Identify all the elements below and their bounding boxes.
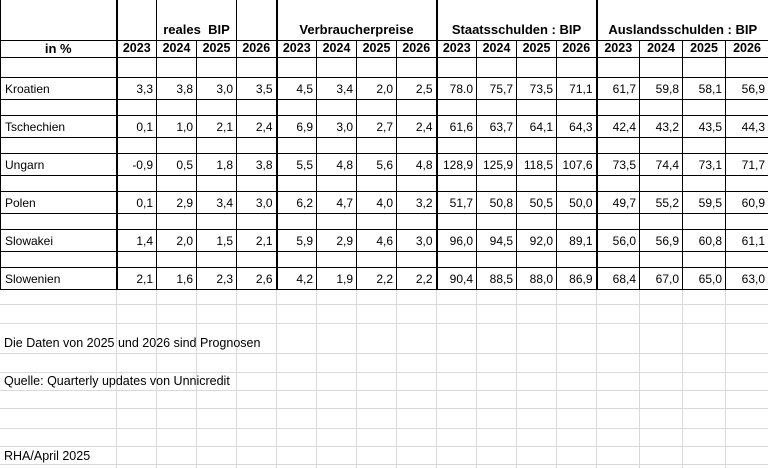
value-cell[interactable]: 2,3	[197, 267, 237, 289]
value-cell[interactable]: 58,1	[683, 77, 726, 99]
gridline	[0, 390, 768, 391]
empty-cell[interactable]	[477, 137, 517, 153]
value-cell[interactable]: 118,5	[517, 153, 557, 175]
value-cell[interactable]: 88,0	[517, 267, 557, 289]
group-header-verbraucherpreise[interactable]: Verbraucherpreise	[277, 0, 437, 40]
value-cell[interactable]: 2,1	[117, 267, 157, 289]
value-cell[interactable]: 4,8	[397, 153, 437, 175]
value-cell[interactable]: 4,6	[357, 229, 397, 251]
gridline	[0, 464, 768, 465]
empty-cell[interactable]	[197, 57, 237, 77]
gridline	[0, 428, 768, 429]
empty-cell[interactable]	[517, 137, 557, 153]
empty-cell[interactable]	[197, 213, 237, 229]
value-cell[interactable]: 73,1	[683, 153, 726, 175]
country-cell[interactable]: Tschechien	[1, 115, 117, 137]
corner-blank-cell[interactable]	[1, 0, 117, 40]
group-header-reales-bip[interactable]: reales BIP	[157, 0, 237, 40]
empty-cell[interactable]	[1, 213, 117, 229]
empty-cell[interactable]	[477, 251, 517, 267]
table-body	[1, 57, 768, 289]
note-signature[interactable]: RHA/April 2025	[4, 449, 91, 463]
year-header[interactable]: 2023	[117, 40, 157, 57]
value-cell[interactable]: 6,2	[277, 191, 317, 213]
empty-cell[interactable]	[317, 251, 357, 267]
value-cell[interactable]: 4,0	[357, 191, 397, 213]
value-cell[interactable]: 42,4	[597, 115, 640, 137]
value-cell[interactable]: 3,0	[317, 115, 357, 137]
empty-cell[interactable]	[683, 57, 726, 77]
group-header-staatsschulden[interactable]: Staatsschulden : BIP	[437, 0, 597, 40]
year-header[interactable]: 2026	[726, 40, 768, 57]
empty-cell[interactable]	[317, 137, 357, 153]
country-cell[interactable]: Ungarn	[1, 153, 117, 175]
value-cell[interactable]: 3,8	[237, 153, 277, 175]
value-cell[interactable]: 92,0	[517, 229, 557, 251]
gridline	[436, 289, 437, 468]
empty-cell[interactable]	[117, 175, 157, 191]
value-cell[interactable]: 59,5	[683, 191, 726, 213]
value-cell[interactable]: 2,1	[237, 229, 277, 251]
year-header[interactable]: 2024	[640, 40, 683, 57]
value-cell[interactable]: 2,2	[397, 267, 437, 289]
year-header[interactable]: 2023	[597, 40, 640, 57]
value-cell[interactable]: 3,8	[157, 77, 197, 99]
empty-cell[interactable]	[437, 213, 477, 229]
value-cell[interactable]: 2,9	[157, 191, 197, 213]
year-header-row	[1, 40, 768, 57]
value-cell[interactable]: 3,0	[237, 191, 277, 213]
value-cell[interactable]: 65,0	[683, 267, 726, 289]
empty-cell[interactable]	[557, 57, 597, 77]
empty-cell[interactable]	[397, 175, 437, 191]
value-cell[interactable]: 60,8	[683, 229, 726, 251]
value-cell[interactable]: 5,6	[357, 153, 397, 175]
value-cell[interactable]: 5,9	[277, 229, 317, 251]
year-header[interactable]: 2024	[477, 40, 517, 57]
value-cell[interactable]: 90,4	[437, 267, 477, 289]
empty-cell[interactable]	[317, 175, 357, 191]
country-row	[1, 115, 768, 137]
empty-cell[interactable]	[397, 57, 437, 77]
gridline	[0, 304, 768, 305]
empty-cell[interactable]	[1, 175, 117, 191]
empty-cell[interactable]	[197, 137, 237, 153]
empty-cell[interactable]	[597, 99, 640, 115]
value-cell[interactable]: 5,5	[277, 153, 317, 175]
empty-cell[interactable]	[157, 57, 197, 77]
empty-cell[interactable]	[1, 251, 117, 267]
empty-cell[interactable]	[597, 251, 640, 267]
empty-cell[interactable]	[1, 57, 117, 77]
value-cell[interactable]: 86,9	[557, 267, 597, 289]
gridline	[276, 289, 277, 468]
empty-cell[interactable]	[437, 137, 477, 153]
value-cell[interactable]: 43,5	[683, 115, 726, 137]
empty-cell[interactable]	[357, 251, 397, 267]
country-cell[interactable]: Slowakei	[1, 229, 117, 251]
gridline	[316, 289, 317, 468]
year-header[interactable]: 2026	[557, 40, 597, 57]
empty-cell[interactable]	[237, 57, 277, 77]
empty-cell[interactable]	[726, 251, 768, 267]
value-cell[interactable]: 2,6	[237, 267, 277, 289]
group-header-auslandsschulden[interactable]: Auslandsschulden : BIP	[597, 0, 768, 40]
year-header[interactable]: 2025	[357, 40, 397, 57]
value-cell[interactable]: 3,5	[237, 77, 277, 99]
value-cell[interactable]: 4,7	[317, 191, 357, 213]
value-cell[interactable]: 3,3	[117, 77, 157, 99]
unit-header-cell[interactable]: in %	[1, 40, 117, 57]
empty-cell[interactable]	[197, 175, 237, 191]
value-cell[interactable]: 2,0	[157, 229, 197, 251]
value-cell[interactable]: 0,1	[117, 115, 157, 137]
value-cell[interactable]: 1,9	[317, 267, 357, 289]
gridline	[682, 289, 683, 468]
empty-cell[interactable]	[640, 57, 683, 77]
empty-cell[interactable]	[477, 175, 517, 191]
value-cell[interactable]: 56,9	[640, 229, 683, 251]
year-header[interactable]: 2023	[437, 40, 477, 57]
empty-cell[interactable]	[437, 175, 477, 191]
empty-cell[interactable]	[117, 251, 157, 267]
empty-cell[interactable]	[317, 213, 357, 229]
country-row	[1, 191, 768, 213]
gridline	[0, 372, 768, 373]
value-cell[interactable]: 4,8	[317, 153, 357, 175]
country-row	[1, 77, 768, 99]
year-header[interactable]: 2025	[683, 40, 726, 57]
country-cell[interactable]: Slowenien	[1, 267, 117, 289]
value-cell[interactable]: 1,6	[157, 267, 197, 289]
gridline	[476, 289, 477, 468]
value-cell[interactable]: 4,2	[277, 267, 317, 289]
value-cell[interactable]: 1,5	[197, 229, 237, 251]
empty-cell[interactable]	[157, 175, 197, 191]
value-cell[interactable]: 78.0	[437, 77, 477, 99]
value-cell[interactable]: 50,0	[557, 191, 597, 213]
value-cell[interactable]: 56,9	[726, 77, 768, 99]
empty-cell[interactable]	[726, 213, 768, 229]
empty-cell[interactable]	[397, 137, 437, 153]
value-cell[interactable]: 56,0	[597, 229, 640, 251]
empty-cell[interactable]	[597, 137, 640, 153]
empty-cell[interactable]	[557, 99, 597, 115]
empty-cell[interactable]	[683, 213, 726, 229]
spacer-row	[1, 251, 768, 267]
value-cell[interactable]: 128,9	[437, 153, 477, 175]
empty-cell[interactable]	[517, 213, 557, 229]
value-cell[interactable]: 73,5	[597, 153, 640, 175]
empty-cell[interactable]	[397, 99, 437, 115]
empty-cell[interactable]	[157, 213, 197, 229]
value-cell[interactable]: 75,7	[477, 77, 517, 99]
value-cell[interactable]: 89,1	[557, 229, 597, 251]
value-cell[interactable]: 55,2	[640, 191, 683, 213]
gridline	[516, 289, 517, 468]
value-cell[interactable]: 49,7	[597, 191, 640, 213]
country-row	[1, 229, 768, 251]
empty-cell[interactable]	[237, 251, 277, 267]
year-header[interactable]: 2026	[397, 40, 437, 57]
value-cell[interactable]: 3,0	[197, 77, 237, 99]
empty-cell[interactable]	[397, 213, 437, 229]
empty-cell[interactable]	[477, 57, 517, 77]
gridline	[725, 289, 726, 468]
empty-cell[interactable]	[1, 137, 117, 153]
value-cell[interactable]: 51,7	[437, 191, 477, 213]
value-cell[interactable]: 0,5	[157, 153, 197, 175]
value-cell[interactable]: 2,4	[237, 115, 277, 137]
value-cell[interactable]: 3,0	[397, 229, 437, 251]
value-cell[interactable]: 2,9	[317, 229, 357, 251]
year-header[interactable]: 2024	[317, 40, 357, 57]
value-cell[interactable]: 64,3	[557, 115, 597, 137]
empty-cell[interactable]	[683, 99, 726, 115]
empty-cell[interactable]	[237, 213, 277, 229]
empty-cell[interactable]	[117, 137, 157, 153]
empty-cell[interactable]	[357, 175, 397, 191]
empty-cell[interactable]	[117, 213, 157, 229]
year-header[interactable]: 2025	[197, 40, 237, 57]
empty-cell[interactable]	[726, 57, 768, 77]
empty-cell[interactable]	[726, 137, 768, 153]
empty-cell[interactable]	[157, 137, 197, 153]
gridline	[0, 323, 768, 324]
value-cell[interactable]: 61,6	[437, 115, 477, 137]
empty-cell[interactable]	[117, 0, 157, 40]
empty-cell[interactable]	[357, 57, 397, 77]
value-cell[interactable]: 50,8	[477, 191, 517, 213]
year-header[interactable]: 2026	[237, 40, 277, 57]
gridline	[596, 289, 597, 468]
value-cell[interactable]: 71,7	[726, 153, 768, 175]
gridline	[396, 289, 397, 468]
empty-cell[interactable]	[237, 99, 277, 115]
empty-cell[interactable]	[726, 175, 768, 191]
empty-cell[interactable]	[557, 213, 597, 229]
empty-cell[interactable]	[277, 251, 317, 267]
empty-cell[interactable]	[277, 137, 317, 153]
value-cell[interactable]: 43,2	[640, 115, 683, 137]
empty-cell[interactable]	[157, 99, 197, 115]
gridline	[556, 289, 557, 468]
year-header[interactable]: 2025	[517, 40, 557, 57]
spacer-row	[1, 213, 768, 229]
gridline	[0, 446, 768, 447]
empty-cell[interactable]	[557, 175, 597, 191]
empty-cell[interactable]	[640, 99, 683, 115]
empty-cell[interactable]	[517, 175, 557, 191]
value-cell[interactable]: 63,7	[477, 115, 517, 137]
value-cell[interactable]: 71,1	[557, 77, 597, 99]
spacer-row	[1, 99, 768, 115]
empty-cell[interactable]	[357, 137, 397, 153]
empty-cell[interactable]	[317, 99, 357, 115]
value-cell[interactable]: 125,9	[477, 153, 517, 175]
value-cell[interactable]: 1,8	[197, 153, 237, 175]
empty-cell[interactable]	[357, 213, 397, 229]
empty-cell[interactable]	[557, 137, 597, 153]
value-cell[interactable]: 74,4	[640, 153, 683, 175]
value-cell[interactable]: 60,9	[726, 191, 768, 213]
empty-cell[interactable]	[237, 175, 277, 191]
value-cell[interactable]: 94,5	[477, 229, 517, 251]
empty-cell[interactable]	[683, 137, 726, 153]
gridline	[236, 289, 237, 468]
country-cell[interactable]: Kroatien	[1, 77, 117, 99]
empty-cell[interactable]	[597, 175, 640, 191]
empty-cell[interactable]	[640, 175, 683, 191]
value-cell[interactable]: 67,0	[640, 267, 683, 289]
value-cell[interactable]: 4,5	[277, 77, 317, 99]
value-cell[interactable]: -0,9	[117, 153, 157, 175]
value-cell[interactable]: 2,1	[197, 115, 237, 137]
empty-cell[interactable]	[640, 137, 683, 153]
empty-cell[interactable]	[277, 57, 317, 77]
empty-cell[interactable]	[683, 251, 726, 267]
empty-cell[interactable]	[477, 213, 517, 229]
empty-cell[interactable]	[117, 99, 157, 115]
empty-cell[interactable]	[517, 57, 557, 77]
empty-cell[interactable]	[597, 213, 640, 229]
empty-cell[interactable]	[157, 251, 197, 267]
value-cell[interactable]: 63,0	[726, 267, 768, 289]
empty-cell[interactable]	[726, 99, 768, 115]
year-header[interactable]: 2024	[157, 40, 197, 57]
spacer-row	[1, 175, 768, 191]
empty-cell[interactable]	[357, 99, 397, 115]
value-cell[interactable]: 96,0	[437, 229, 477, 251]
value-cell[interactable]: 61,1	[726, 229, 768, 251]
value-cell[interactable]: 3,4	[317, 77, 357, 99]
note-forecast[interactable]: Die Daten von 2025 und 2026 sind Prognosen	[4, 336, 261, 350]
empty-cell[interactable]	[517, 99, 557, 115]
note-source[interactable]: Quelle: Quarterly updates von Unnicredit	[4, 374, 230, 388]
empty-cell[interactable]	[317, 57, 357, 77]
empty-cell[interactable]	[683, 175, 726, 191]
gridline	[356, 289, 357, 468]
country-row	[1, 267, 768, 289]
value-cell[interactable]: 2,4	[397, 115, 437, 137]
empty-cell[interactable]	[477, 99, 517, 115]
empty-cell[interactable]	[640, 251, 683, 267]
gridline	[0, 408, 768, 409]
value-cell[interactable]: 2,7	[357, 115, 397, 137]
group-header-row	[1, 0, 768, 40]
country-row	[1, 153, 768, 175]
value-cell[interactable]: 3,2	[397, 191, 437, 213]
empty-cell[interactable]	[597, 57, 640, 77]
empty-cell[interactable]	[437, 251, 477, 267]
value-cell[interactable]: 2,2	[357, 267, 397, 289]
empty-cell[interactable]	[117, 57, 157, 77]
empty-cell[interactable]	[197, 251, 237, 267]
value-cell[interactable]: 1,0	[157, 115, 197, 137]
value-cell[interactable]: 64,1	[517, 115, 557, 137]
empty-cell[interactable]	[640, 213, 683, 229]
gridline	[0, 353, 768, 354]
empty-cell[interactable]	[197, 99, 237, 115]
value-cell[interactable]: 88,5	[477, 267, 517, 289]
empty-cell[interactable]	[237, 137, 277, 153]
value-cell[interactable]: 6,9	[277, 115, 317, 137]
spacer-row	[1, 57, 768, 77]
empty-cell[interactable]	[277, 213, 317, 229]
value-cell[interactable]: 50,5	[517, 191, 557, 213]
year-header[interactable]: 2023	[277, 40, 317, 57]
empty-cell[interactable]	[517, 251, 557, 267]
value-cell[interactable]: 2,5	[397, 77, 437, 99]
value-cell[interactable]: 0,1	[117, 191, 157, 213]
value-cell[interactable]: 73,5	[517, 77, 557, 99]
country-cell[interactable]: Polen	[1, 191, 117, 213]
empty-cell[interactable]	[277, 99, 317, 115]
value-cell[interactable]: 61,7	[597, 77, 640, 99]
empty-cell[interactable]	[557, 251, 597, 267]
value-cell[interactable]: 2,0	[357, 77, 397, 99]
empty-cell[interactable]	[397, 251, 437, 267]
value-cell[interactable]: 3,4	[197, 191, 237, 213]
value-cell[interactable]: 1,4	[117, 229, 157, 251]
empty-cell[interactable]	[277, 175, 317, 191]
spacer-row	[1, 137, 768, 153]
empty-cell[interactable]	[237, 0, 277, 40]
value-cell[interactable]: 59,8	[640, 77, 683, 99]
empty-cell[interactable]	[437, 99, 477, 115]
gridline	[639, 289, 640, 468]
value-cell[interactable]: 44,3	[726, 115, 768, 137]
value-cell[interactable]: 107,6	[557, 153, 597, 175]
empty-cell[interactable]	[437, 57, 477, 77]
value-cell[interactable]: 68,4	[597, 267, 640, 289]
empty-cell[interactable]	[1, 99, 117, 115]
